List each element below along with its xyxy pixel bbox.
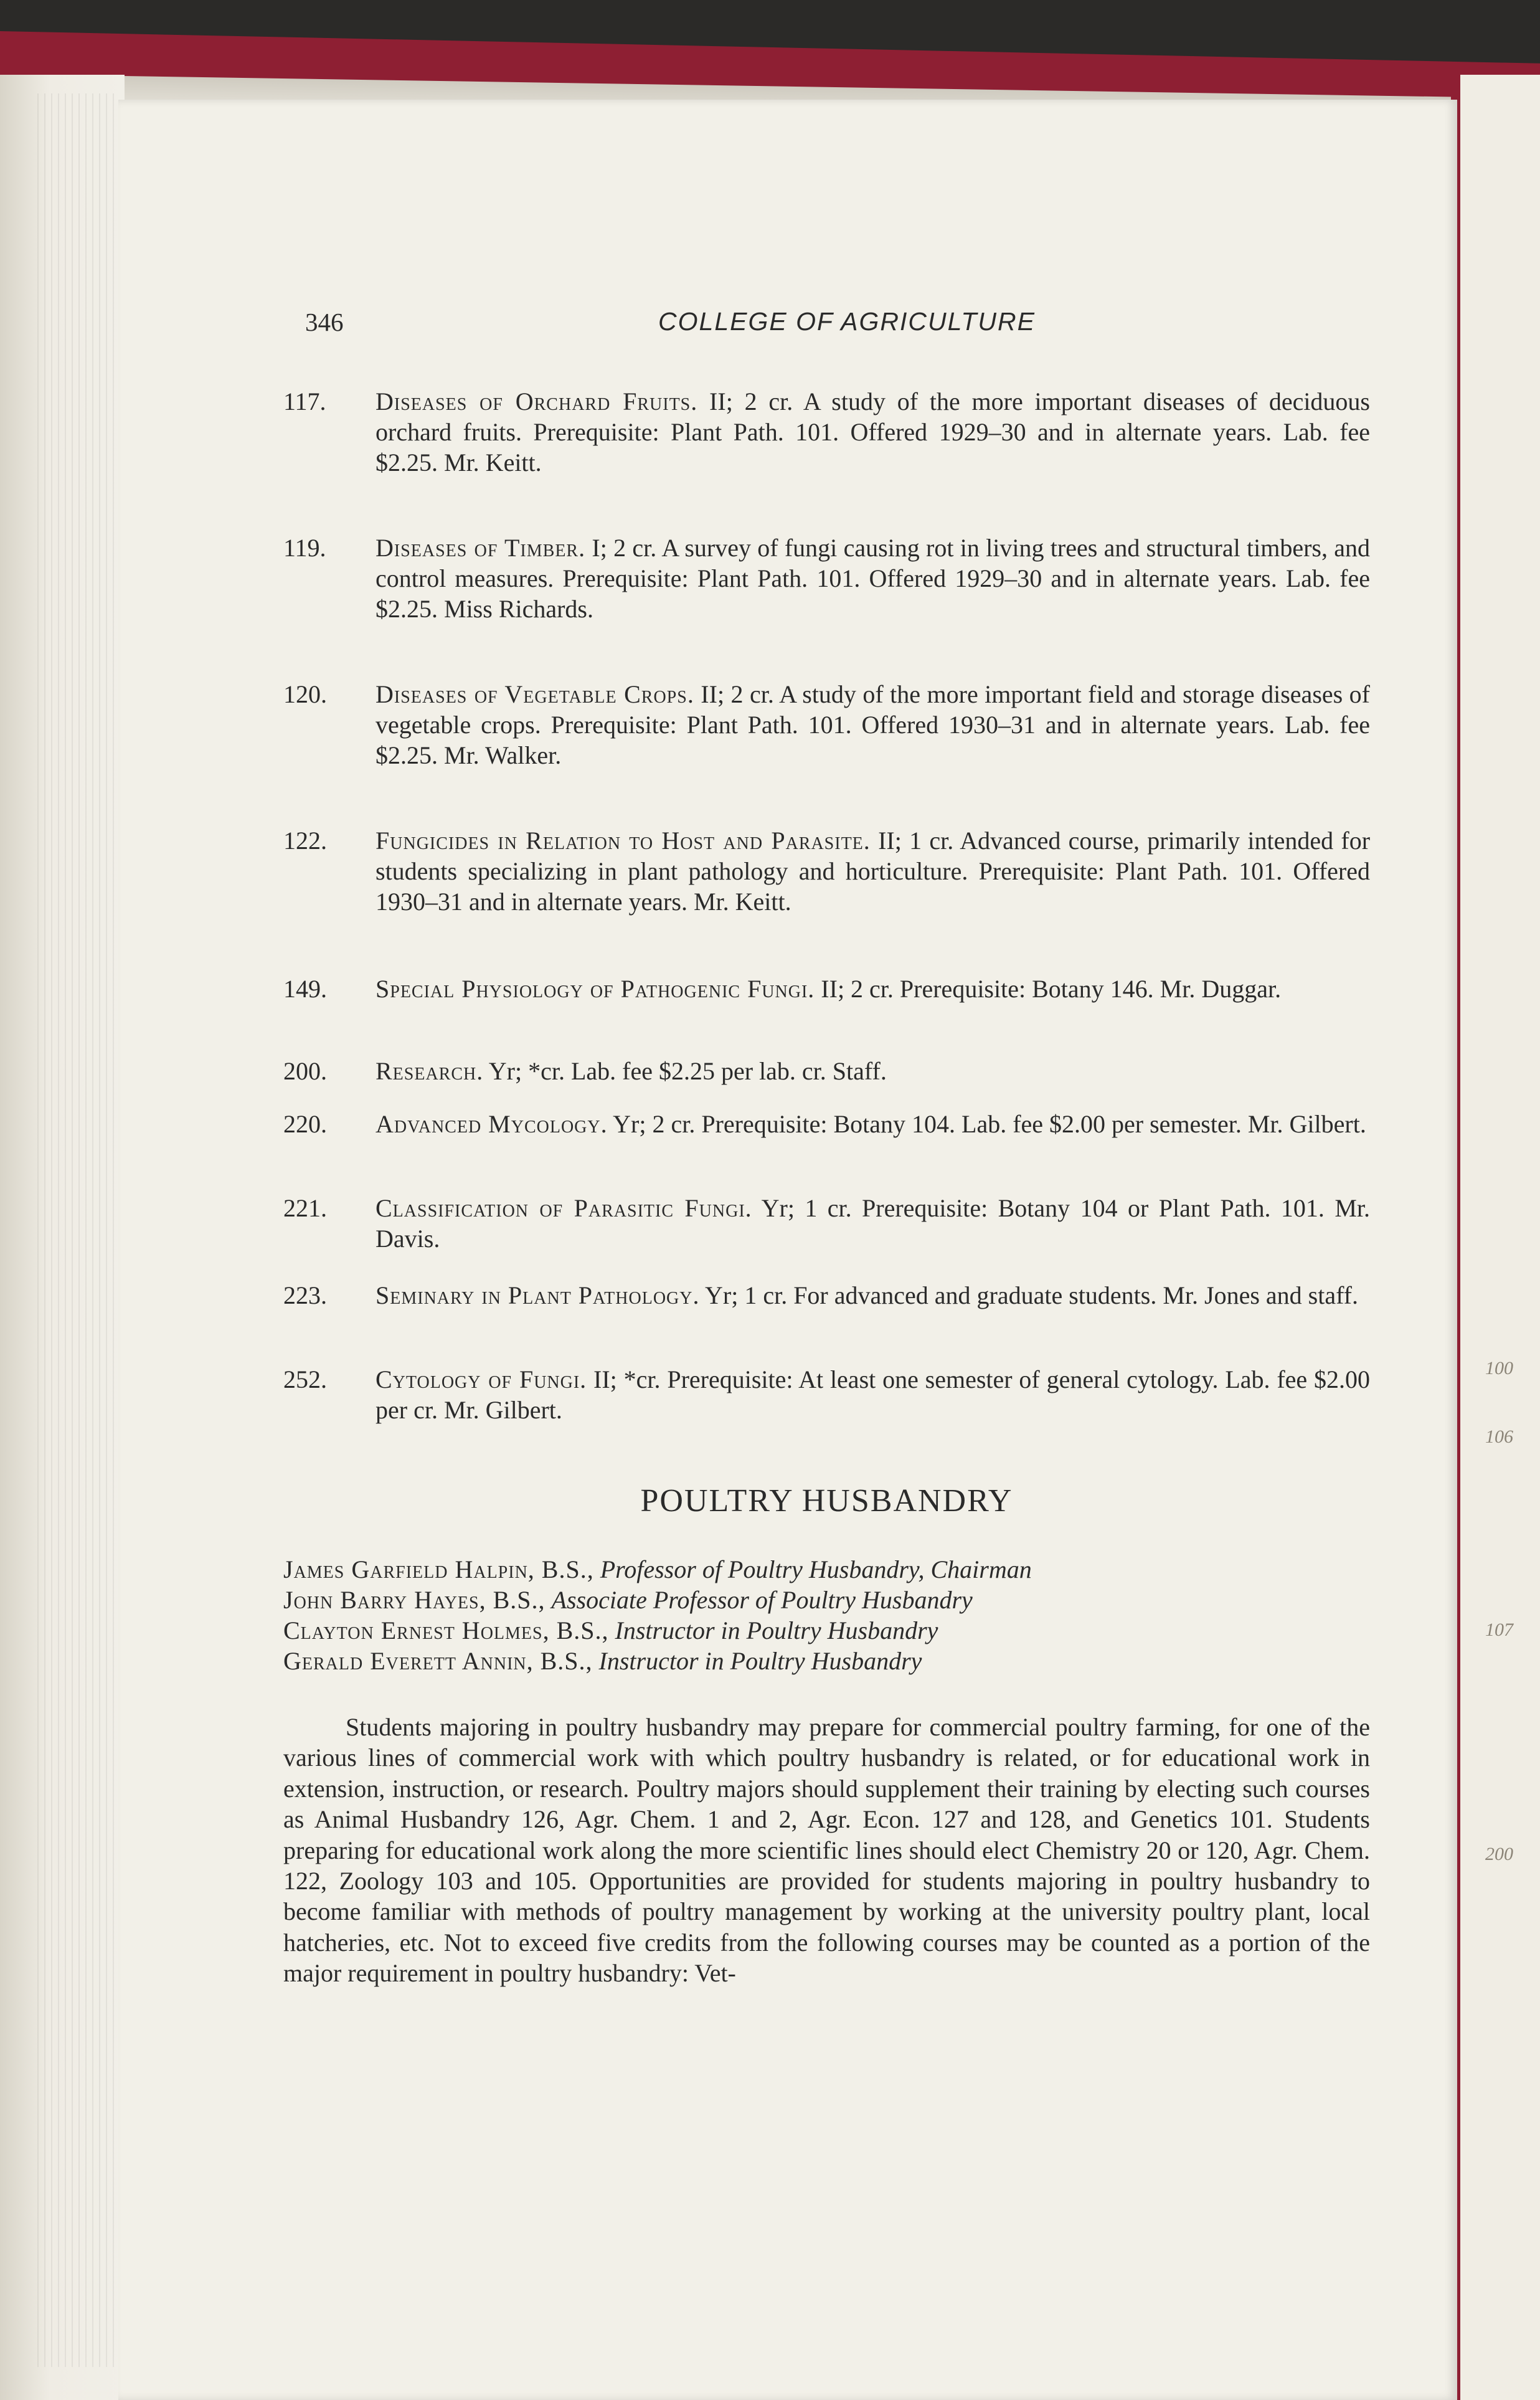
course-name: Diseases of Orchard Fruits. — [376, 387, 698, 415]
course-number: 119. — [283, 534, 326, 562]
section-title: POULTRY HUSBANDRY — [640, 1483, 1013, 1519]
course-entry — [283, 1056, 1370, 1086]
course-description: II; *cr. Prerequisite: At least one semester of general cytology. Lab. fee $2.00 per cr. Mr. Gilbert. — [376, 1365, 1371, 1424]
course-number: 149. — [283, 975, 327, 1003]
course-name: Advanced Mycology. — [376, 1110, 608, 1138]
course-number: 122. — [283, 827, 327, 855]
margin-mark: 106 — [1485, 1426, 1513, 1447]
course-entry — [283, 679, 1370, 771]
course-name: Seminary in Plant Pathology. — [376, 1281, 700, 1309]
course-description: II; 2 cr. A study of the more important field and storage diseases of vegetable crops. Prerequisite: Plant Path. 101. Offered 1930–31 and in alternate years. Lab. fee $2.25. Mr. Walker. — [376, 680, 1370, 769]
course-number: 120. — [283, 680, 327, 708]
running-title: COLLEGE OF AGRICULTURE — [658, 307, 1036, 336]
course-name: Special Physiology of Pathogenic Fungi. — [376, 975, 815, 1003]
course-number: 221. — [283, 1194, 327, 1222]
faculty-title: Professor of Poultry Husbandry, Chairman — [600, 1555, 1032, 1583]
course-number: 223. — [283, 1281, 327, 1309]
faculty-name: Clayton Ernest Holmes, B.S., — [283, 1616, 609, 1644]
page-number: 346 — [305, 308, 344, 336]
course-entry — [283, 386, 1370, 478]
course-number: 117. — [283, 387, 326, 415]
course-entry — [283, 1109, 1370, 1139]
course-entry — [283, 1280, 1370, 1311]
margin-mark: 100 — [1485, 1358, 1513, 1378]
margin-mark: 200 — [1485, 1844, 1513, 1864]
course-name: Classification of Parasitic Fungi. — [376, 1194, 752, 1222]
faculty-member — [283, 1615, 1370, 1646]
running-header — [305, 307, 1389, 344]
section-paragraph: Students majoring in poultry husbandry may prepare for commercial poultry farming, for one of the various lines of commercial work with which poultry husbandry is related, or for educational work in extension, instruction, or research. Poultry majors should supplement their training by electing such courses as Animal Husbandry 126, Agr. Chem. 1 and 2, Agr. Econ. 127 and 128, and Genetics 101. Students preparing for educational work along the more scientific lines should elect Chemistry 20 or 120, Agr. Chem. 122, Zoology 103 and 105. Opportunities are provided for students majoring in poultry husbandry to become familiar with methods of poultry management by working at the university poultry plant, local hatcheries, etc. Not to exceed five credits from the following courses may be counted as a portion of the major requirement in poultry husbandry: Vet- — [283, 1713, 1370, 1988]
course-name: Diseases of Vegetable Crops. — [376, 680, 694, 708]
faculty-title: Instructor in Poultry Husbandry — [598, 1647, 922, 1675]
faculty-member — [283, 1554, 1370, 1585]
course-entry — [283, 825, 1370, 917]
course-entry — [283, 1364, 1370, 1425]
faculty-member — [283, 1585, 1370, 1615]
course-name: Diseases of Timber. — [376, 534, 586, 562]
faculty-title: Instructor in Poultry Husbandry — [615, 1616, 938, 1644]
course-description: Yr; 1 cr. Prerequisite: Botany 104 or Plant Path. 101. Mr. Davis. — [376, 1194, 1371, 1253]
faculty-title: Associate Professor of Poultry Husbandry — [551, 1586, 973, 1614]
course-name: Research. — [376, 1057, 484, 1085]
course-name: Cytology of Fungi. — [376, 1365, 587, 1393]
course-number: 200. — [283, 1057, 327, 1085]
course-description: Yr; 1 cr. For advanced and graduate students. Mr. Jones and staff. — [705, 1281, 1359, 1309]
course-description: II; 2 cr. A study of the more important diseases of deciduous orchard fruits. Prerequisite: Plant Path. 101. Offered 1929–30 and in alternate years. Lab. fee $2.25. Mr. Keitt. — [376, 387, 1371, 477]
course-entry — [283, 1193, 1370, 1254]
course-number: 220. — [283, 1110, 327, 1138]
course-entry — [283, 533, 1370, 624]
margin-mark: 107 — [1485, 1620, 1513, 1640]
course-description: Yr; 2 cr. Prerequisite: Botany 104. Lab. fee $2.00 per semester. Mr. Gilbert. — [613, 1110, 1366, 1138]
faculty-member — [283, 1646, 1370, 1676]
faculty-name: John Barry Hayes, B.S., — [283, 1586, 546, 1614]
faculty-name: Gerald Everett Annin, B.S., — [283, 1647, 593, 1675]
faculty-list — [283, 1554, 1370, 1676]
course-description: II; 2 cr. Prerequisite: Botany 146. Mr. Duggar. — [821, 975, 1282, 1003]
course-number: 252. — [283, 1365, 327, 1393]
course-description: Yr; *cr. Lab. fee $2.25 per lab. cr. Staff. — [488, 1057, 887, 1085]
course-name: Fungicides in Relation to Host and Parasite. — [376, 827, 871, 855]
faculty-name: James Garfield Halpin, B.S., — [283, 1555, 594, 1583]
course-description: I; 2 cr. A survey of fungi causing rot in living trees and structural timbers, and control measures. Prerequisite: Plant Path. 101. Offered 1929–30 and in alternate years. Lab. fee $2.25. Miss Richards. — [376, 534, 1370, 623]
course-entry — [283, 974, 1370, 1004]
course-description: II; 1 cr. Advanced course, primarily intended for students specializing in plant pathology and horticulture. Prerequisite: Plant Path. 101. Offered 1930–31 and in alternate years. Mr. Keitt. — [376, 827, 1371, 916]
